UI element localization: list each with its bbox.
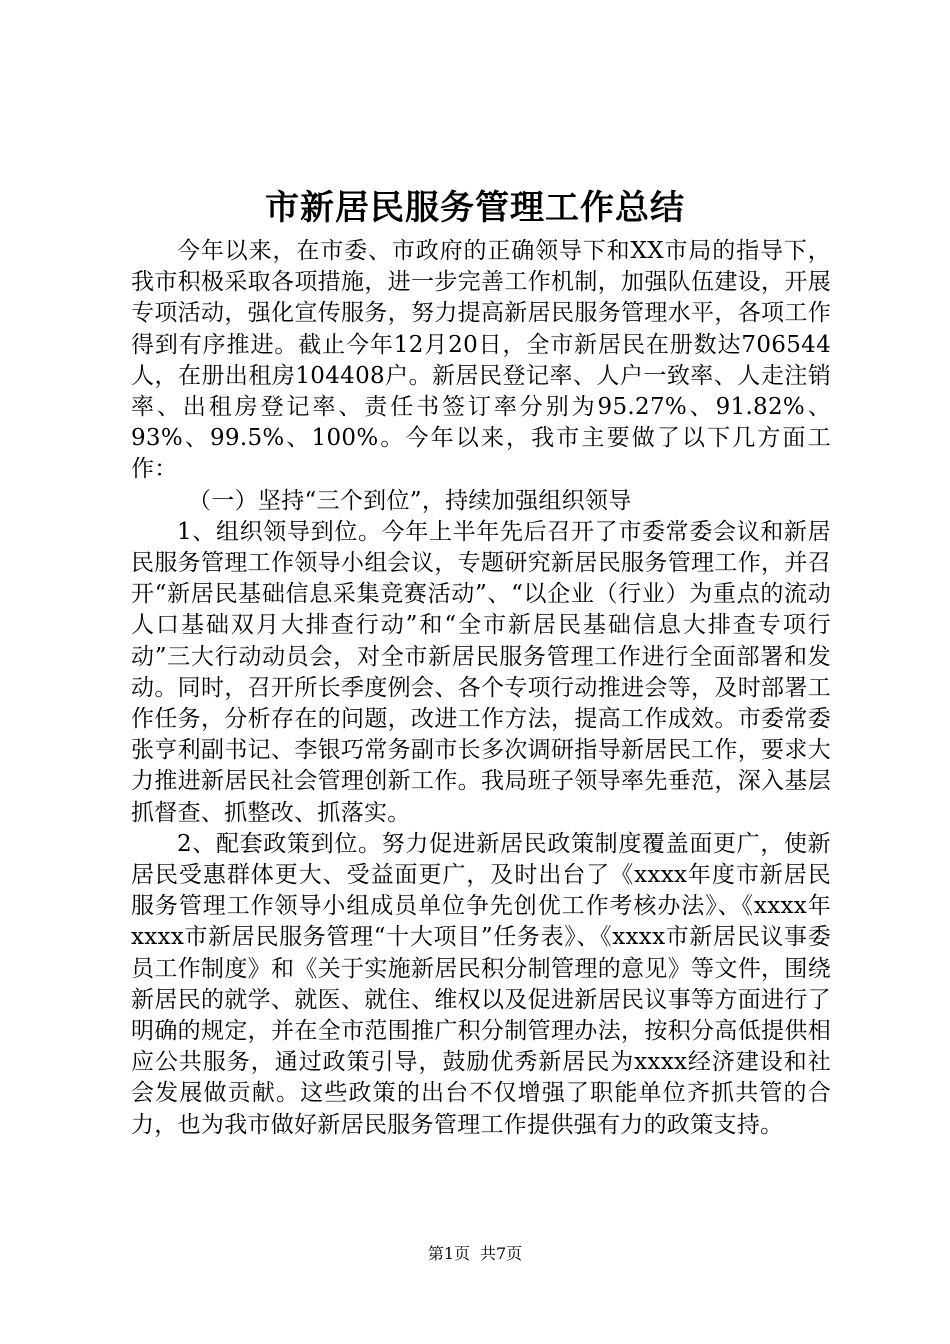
page-total: 共7页 (480, 1244, 523, 1263)
intro-paragraph: 今年以来，在市委、市政府的正确领导下和XX市局的指导下，我市积极采取各项措施，进一步完善工作机制，加强队伍建设，开展专项活动，强化宣传服务，努力提高新居民服务管理水平，各项工作得到有序推进。截止今年12月20日，全市新居民在册数达706544人，在册出租房104408户。新居民登记率、人户一致率、人走注销率、出租房登记率、责任书签订率分别为95.27%、91.82%、93%、99.5%、100%。今年以来，我市主要做了以下几方面工作： (131, 238, 831, 483)
document-body (131, 236, 831, 1141)
section-heading: （一）坚持“三个到位”，持续加强组织领导 (188, 487, 632, 514)
page-footer (0, 1243, 950, 1265)
document-title: 市新居民服务管理工作总结 (265, 188, 685, 228)
page-number: 第1页 (427, 1244, 470, 1263)
body-paragraph-organization: 1、组织领导到位。今年上半年先后召开了市委常委会议和新居民服务管理工作领导小组会议，专题研究新居民服务管理工作，并召开“新居民基础信息采集竞赛活动”、“以企业（行业）为重点的流动人口基础双月大排查行动”和“全市新居民基础信息大排查专项行动”三大行动动员会，对全市新居民服务管理工作进行全面部署和发动。同时，召开所长季度例会、各个专项行动推进会等，及时部署工作任务，分析存在的问题，改进工作方法，提高工作成效。市委常委张亨利副书记、李银巧常务副市长多次调研指导新居民工作，要求大力推进新居民社会管理创新工作。我局班子领导率先垂范，深入基层抓督查、抓整改、抓落实。 (131, 518, 831, 826)
body-paragraph-policy: 2、配套政策到位。努力促进新居民政策制度覆盖面更广，使新居民受惠群体更大、受益面更广，及时出台了《xxxx年度市新居民服务管理工作领导小组成员单位争先创优工作考核办法》、《xxxx年xxxx市新居民服务管理“十大项目”任务表》、《xxxx市新居民议事委员工作制度》和《关于实施新居民积分制管理的意见》等文件，围绕新居民的就学、就医、就住、维权以及促进新居民议事等方面进行了明确的规定，并在全市范围推广积分制管理办法，按积分高低提供相应公共服务，通过政策引导，鼓励优秀新居民为xxxx经济建设和社会发展做贡献。这些政策的出台不仅增强了职能单位齐抓共管的合力，也为我市做好新居民服务管理工作提供强有力的政策支持。 (131, 830, 831, 1138)
